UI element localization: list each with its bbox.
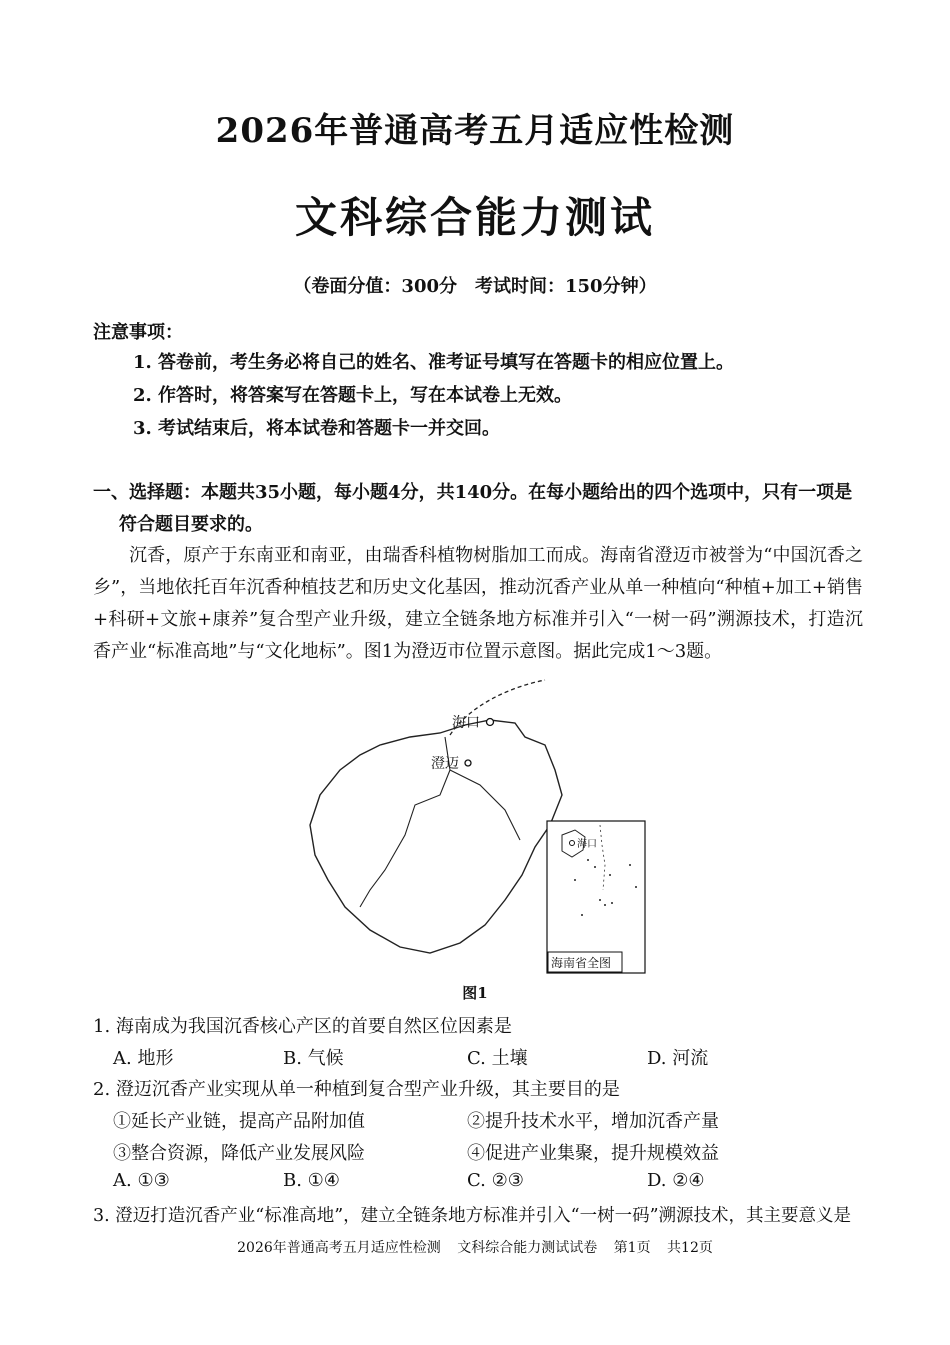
haikou-label: 海口: [452, 715, 480, 731]
question-1-option-c: C. 土壤: [467, 1048, 528, 1069]
question-2-statement-1: ①延长产业链，提高产品附加值: [113, 1111, 365, 1132]
footer-paper: 文科综合能力测试试卷: [457, 1240, 598, 1256]
question-2-statement-3: ③整合资源，降低产业发展风险: [113, 1143, 365, 1164]
notice-item: 1. 答卷前，考生务必将自己的姓名、准考证号填写在答题卡的相应位置上。: [133, 352, 735, 373]
question-1-option-d: D. 河流: [647, 1048, 709, 1069]
chengmai-marker: [465, 760, 471, 766]
notice-item: 3. 考试结束后，将本试卷和答题卡一并交回。: [133, 418, 501, 439]
question-1-option-b: B. 气候: [283, 1048, 344, 1069]
intro-paragraph: 沉香，原产于东南亚和南亚，由瑞香科植物树脂加工而成。海南省澄迈市被誉为“中国沉香之乡”，当地依托百年沉香种植技艺和历史文化基因，推动沉香产业从单一种植向“种植+加工+销售+科研+文旅+康养”复合型产业升级，建立全链条地方标准并引入“一树一码”溯源技术，打造沉香产业“标准高地”与“文化地标”。图1为澄迈市位置示意图。据此完成1～3题。: [93, 545, 863, 662]
exam-title: 2026年普通高考五月适应性检测: [215, 111, 735, 151]
footer-page: 第1页: [613, 1240, 651, 1256]
notice-heading: 注意事项：: [93, 322, 183, 343]
question-2-stem: 2. 澄迈沉香产业实现从单一种植到复合型产业升级，其主要目的是: [93, 1079, 620, 1100]
notice-item: 2. 作答时，将答案写在答题卡上，写在本试卷上无效。: [133, 385, 573, 406]
section-heading-line2: 符合题目要求的。: [119, 514, 263, 535]
question-2-option-c: C. ②③: [467, 1170, 524, 1191]
question-2-option-b: B. ①④: [283, 1170, 340, 1191]
subject-title: 文科综合能力测试: [294, 193, 655, 242]
question-1-stem: 1. 海南成为我国沉香核心产区的首要自然区位因素是: [93, 1016, 512, 1037]
footer-total: 共12页: [667, 1240, 713, 1256]
map-island-outline: [310, 720, 562, 953]
exam-info: （卷面分值：300分 考试时间：150分钟）: [293, 276, 657, 297]
section-heading: [93, 477, 863, 541]
haikou-marker: [487, 719, 494, 726]
question-3-stem: 3. 澄迈打造沉香产业“标准高地”，建立全链条地方标准并引入“一树一码”溯源技术，其主要意义是: [93, 1206, 852, 1226]
section-heading-line1: 一、选择题：本题共35小题，每小题4分，共140分。在每小题给出的四个选项中，只有一项是: [93, 482, 853, 503]
question-1-option-a: A. 地形: [113, 1048, 174, 1069]
question-2-statement-4: ④促进产业集聚，提升规模效益: [467, 1143, 719, 1164]
footer-exam: 2026年普通高考五月适应性检测: [237, 1240, 441, 1256]
inset-title: 海南省全图: [551, 956, 612, 970]
figure-caption: 图1: [462, 984, 488, 1002]
location-map: [300, 675, 660, 980]
chengmai-label: 澄迈: [431, 756, 459, 772]
question-2-option-a: A. ①③: [113, 1170, 170, 1191]
question-2-option-d: D. ②④: [647, 1170, 705, 1191]
inset-map: [547, 821, 645, 973]
question-2-statement-2: ②提升技术水平，增加沉香产量: [467, 1111, 719, 1132]
page-footer: [0, 1237, 950, 1257]
inset-haikou-label: 海口: [577, 839, 597, 850]
